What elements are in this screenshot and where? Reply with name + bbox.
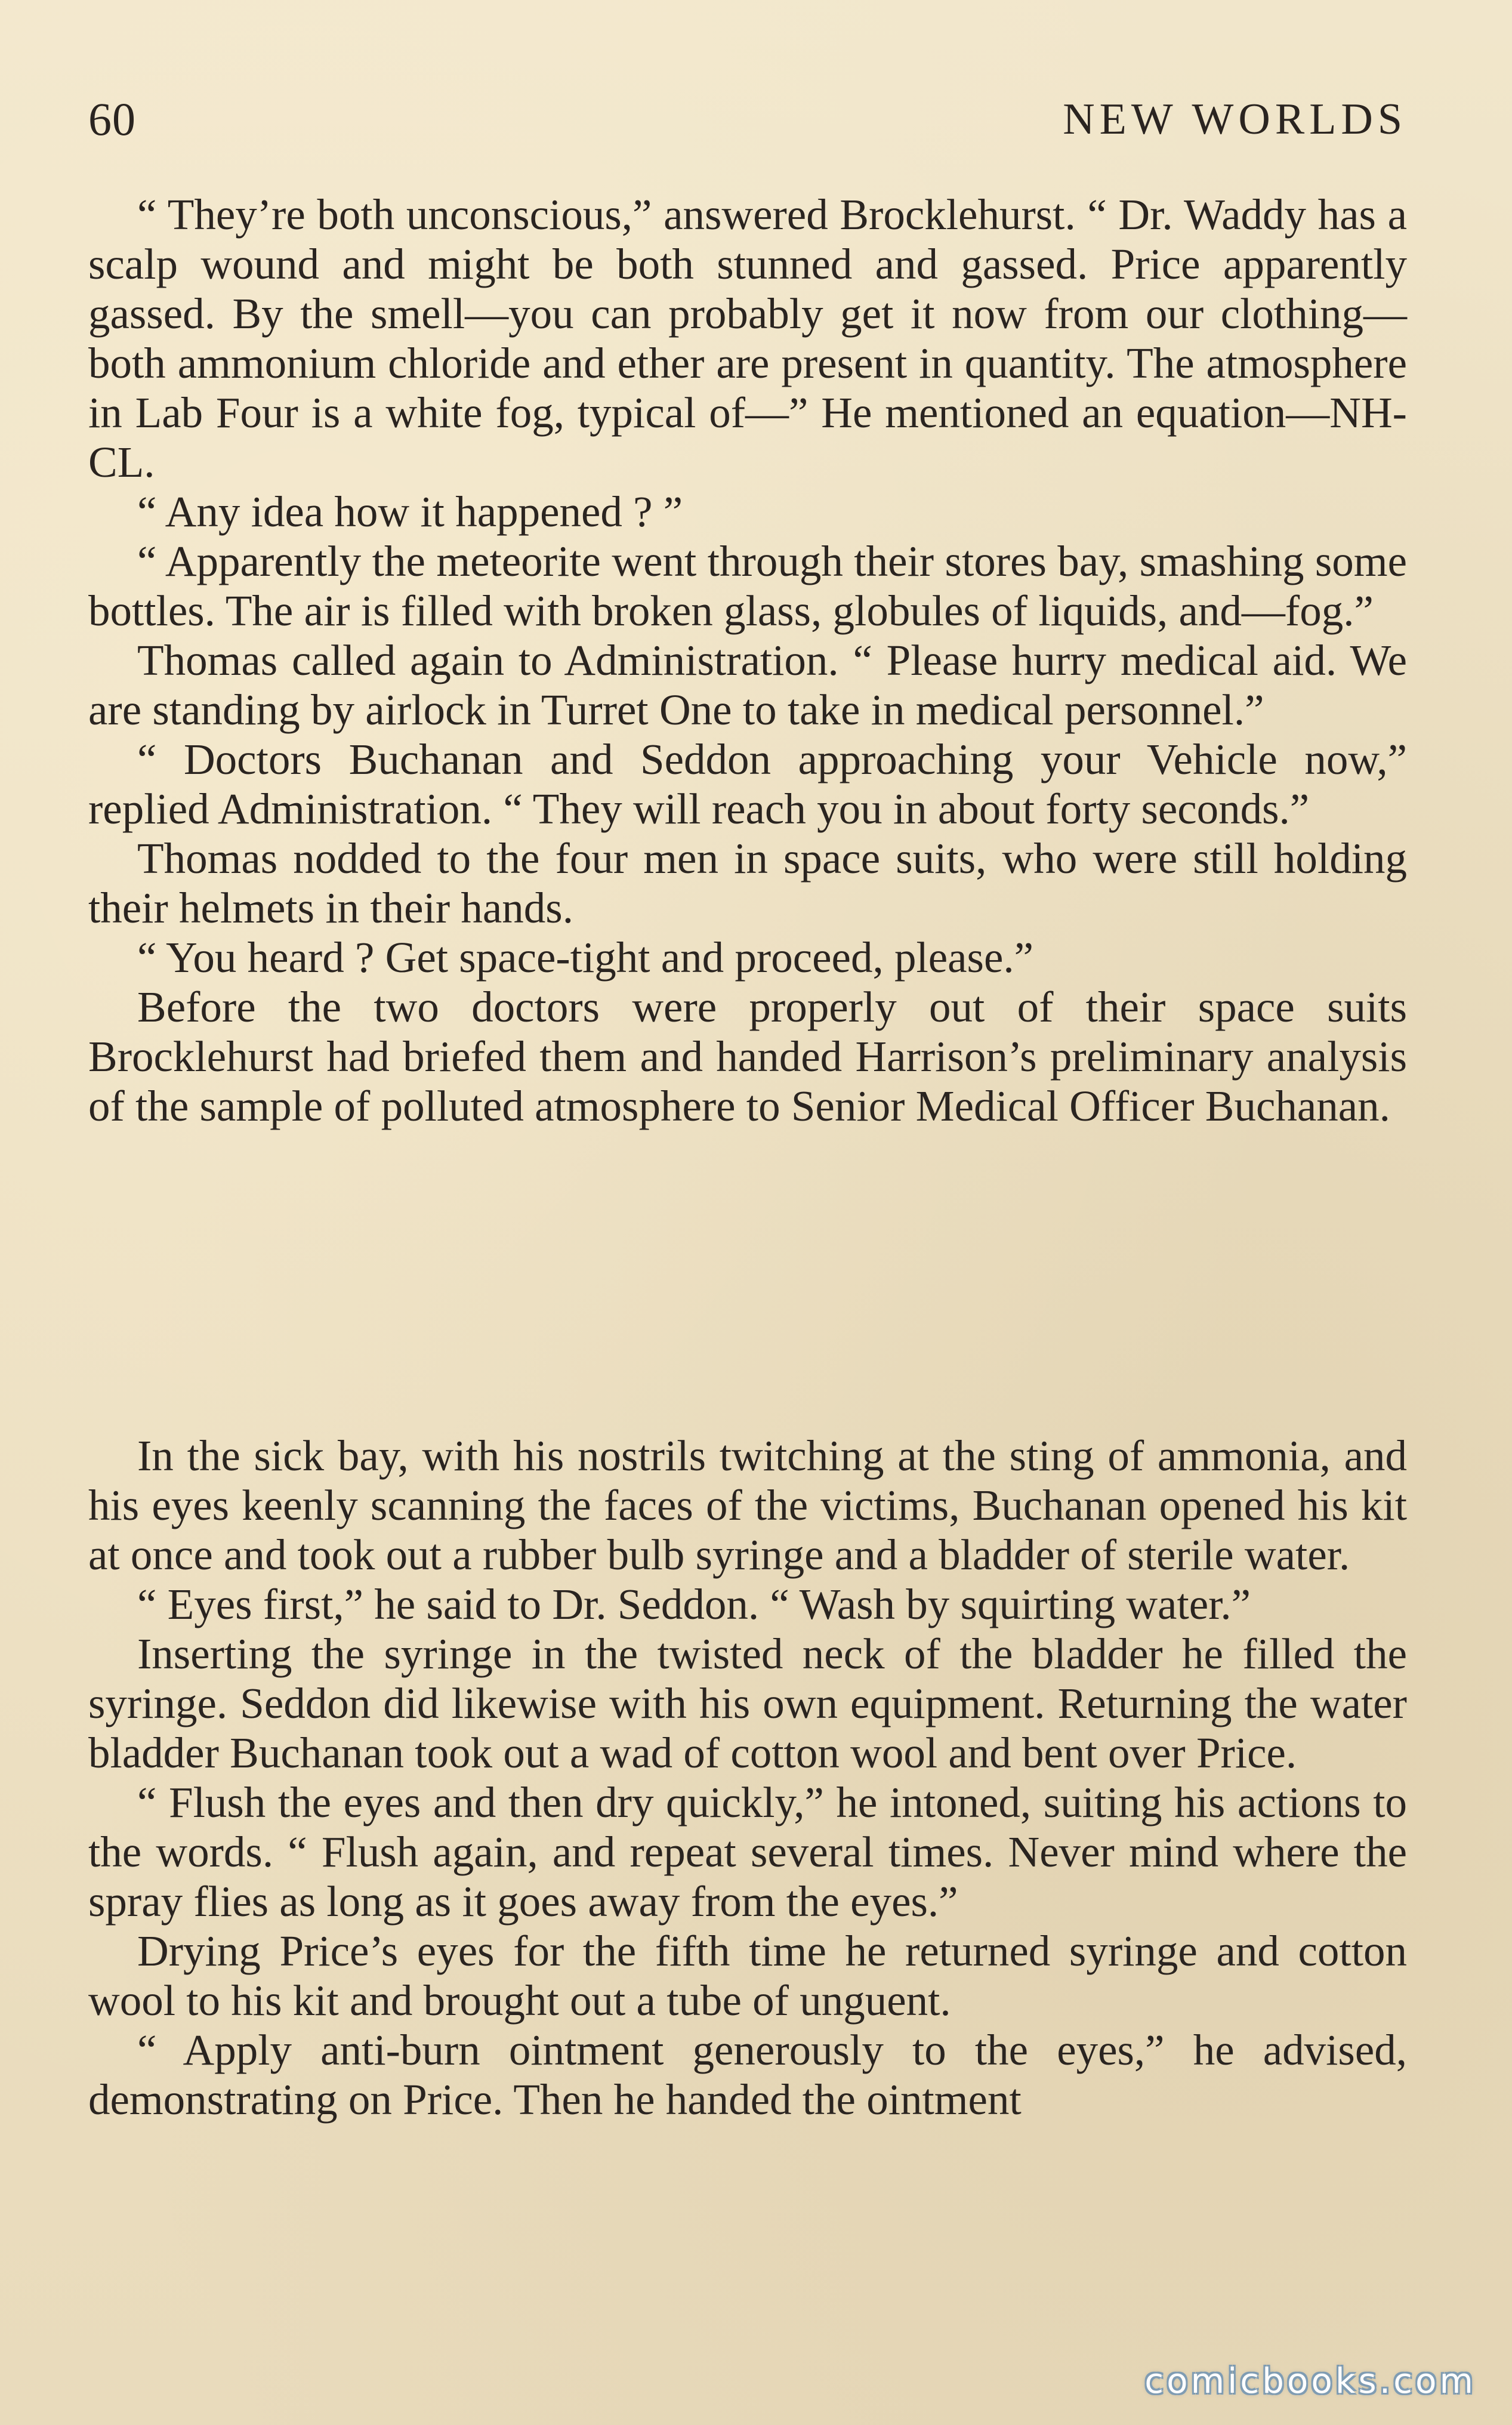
paragraph: “ Apparently the meteorite went through their stores bay, smashing some bottles. The air is filled with broken glass, globules of liquids, and—fog.”: [88, 537, 1407, 635]
text-section-2: [88, 1431, 1407, 2124]
paragraph: Inserting the syringe in the twisted neck of the bladder he filled the syringe. Seddon did likewise with his own equipment. Returning the water bladder Buchanan took out a wad of cotton wool and bent over Price.: [88, 1630, 1407, 1777]
paragraph: Before the two doctors were properly out of their space suits Brocklehurst had briefed them and handed Harrison’s preliminary analysis of the sample of polluted atmosphere to Senior Medical Officer Buchanan.: [88, 983, 1407, 1130]
paragraph: “ Eyes first,” he said to Dr. Seddon. “ Wash by squirting water.”: [137, 1580, 1251, 1628]
paragraph: “ Doctors Buchanan and Seddon approaching your Vehicle now,” replied Administration. “ They will reach you in about forty seconds.”: [88, 735, 1407, 833]
watermark: comicbooks.com: [1144, 2361, 1476, 2401]
paragraph: “ Flush the eyes and then dry quickly,” he intoned, suiting his actions to the words. “ Flush again, and repeat several times. Never mind where the spray flies as long as it goes away from the eyes.”: [88, 1778, 1407, 1926]
running-title: NEW WORLDS: [1063, 95, 1407, 144]
paragraph: “ They’re both unconscious,” answered Brocklehurst. “ Dr. Waddy has a scalp wound and might be both stunned and gassed. Price apparently gassed. By the smell—you can probably get it now from our clothing—both ammonium chloride and ether are present in quantity. The atmosphere in Lab Four is a white fog, typical of—” He mentioned an equation—NH-CL.: [88, 190, 1407, 486]
page-header: [88, 90, 1407, 155]
paragraph: Thomas called again to Administration. “ Please hurry medical aid. We are standing by airlock in Turret One to take in medical personnel.”: [88, 636, 1407, 734]
text-section-1: [88, 190, 1407, 1131]
paragraph: Drying Price’s eyes for the fifth time he returned syringe and cotton wool to his kit and brought out a tube of unguent.: [88, 1927, 1407, 2025]
paragraph: In the sick bay, with his nostrils twitching at the sting of ammonia, and his eyes keenly scanning the faces of the victims, Buchanan opened his kit at once and took out a rubber bulb syringe and a bladder of sterile water.: [88, 1431, 1407, 1579]
paragraph: “ You heard ? Get space-tight and proceed, please.”: [137, 933, 1033, 982]
paragraph: “ Apply anti-burn ointment generously to the eyes,” he advised, demonstrating on Price. Then he handed the ointment: [88, 2026, 1407, 2124]
paragraph: Thomas nodded to the four men in space suits, who were still holding their helmets in their hands.: [88, 834, 1407, 932]
page-number: 60: [88, 93, 136, 145]
paragraph: “ Any idea how it happened ? ”: [137, 488, 683, 536]
